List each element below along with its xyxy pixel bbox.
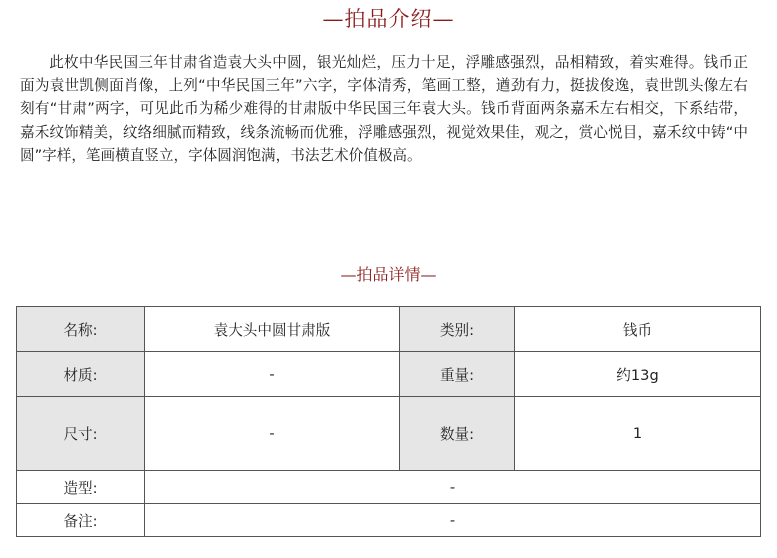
table-row <box>17 471 761 504</box>
details-title: —拍品详情— <box>340 265 437 284</box>
material-value: - <box>145 352 400 397</box>
table-row <box>17 397 761 471</box>
weight-label: 重量: <box>400 352 515 397</box>
table-row <box>17 504 761 537</box>
shape-value: - <box>145 471 761 504</box>
category-label: 类别: <box>400 307 515 352</box>
table-row <box>17 307 761 352</box>
table-row <box>17 352 761 397</box>
name-value: 袁大头中圆甘肃版 <box>145 307 400 352</box>
quantity-value: 1 <box>515 397 761 471</box>
quantity-label: 数量: <box>400 397 515 471</box>
details-table <box>16 306 761 537</box>
size-label: 尺寸: <box>17 397 145 471</box>
category-value: 钱币 <box>515 307 761 352</box>
remarks-label: 备注: <box>17 504 145 537</box>
shape-label: 造型: <box>17 471 145 504</box>
material-label: 材质: <box>17 352 145 397</box>
page-title: —拍品介绍— <box>322 7 455 31</box>
weight-value: 约13g <box>515 352 761 397</box>
remarks-value: - <box>145 504 761 537</box>
name-label: 名称: <box>17 307 145 352</box>
intro-paragraph: 此枚中华民国三年甘肃省造袁大头中圆，银光灿烂，压力十足，浮雕感强烈，品相精致，着实难得。钱币正面为袁世凯侧面肖像，上列“中华民国三年”六字，字体清秀，笔画工整，遒劲有力，挺拔俊逸，袁世凯头像左右刻有“甘肃”两字，可见此币为稀少难得的甘肃版中华民国三年袁大头。钱币背面两条嘉禾左右相交，下系结带，嘉禾纹饰精美，纹络细腻而精致，线条流畅而优雅，浮雕感强烈，视觉效果佳，观之，赏心悦目，嘉禾纹中铸“中圆”字样，笔画横直竖立，字体圆润饱满，书法艺术价值极高。 <box>20 54 748 164</box>
size-value: - <box>145 397 400 471</box>
